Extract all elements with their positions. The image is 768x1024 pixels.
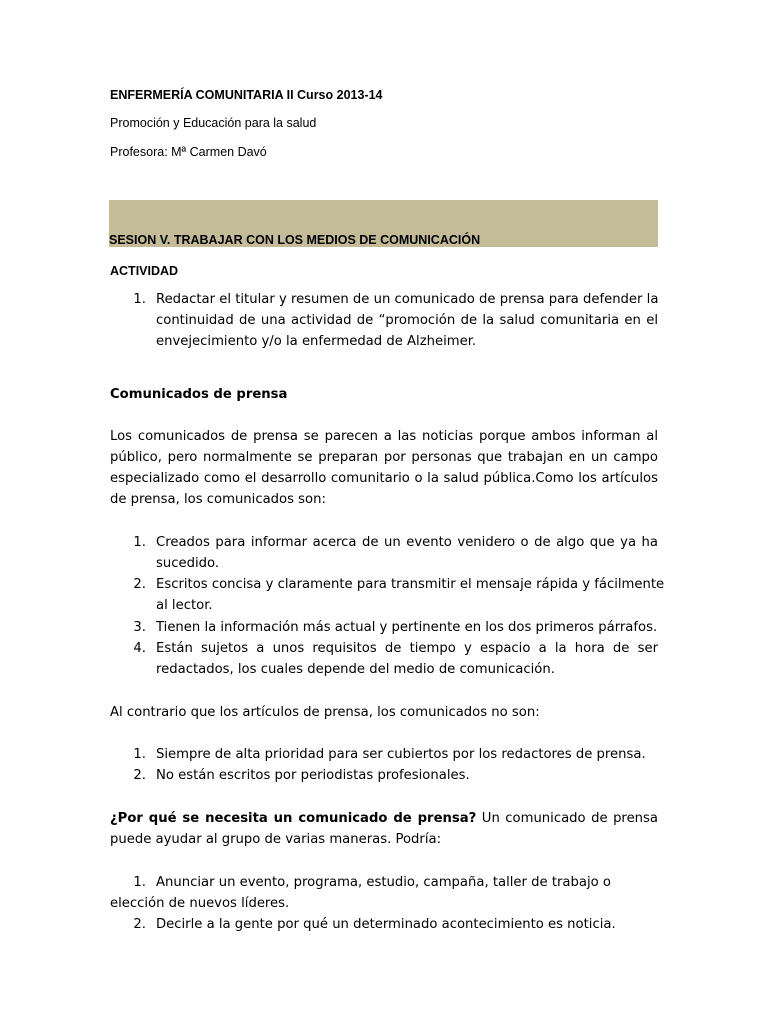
course-title: ENFERMERÍA COMUNITARIA II Curso 2013-14 [110,88,383,102]
list-item-line: al lector. [156,598,213,613]
paragraph-line [110,808,658,829]
list-item-line: elección de nuevos líderes. [110,896,290,911]
list-item-line: Están sujetos a unos requisitos de tiempo y espacio a la hora de ser [156,641,658,656]
list-item-line: Decirle a la gente por qué un determinado acontecimiento es noticia. [156,917,616,932]
paragraph-line: de prensa, los comunicados son: [110,492,326,507]
list-item-line: sucedido. [156,556,220,571]
list-number: 4. [133,641,146,656]
list-number: 2. [133,917,146,932]
why-line-rest: Un comunicado de prensa [476,811,658,826]
list-item-line: Redactar el titular y resumen de un comunicado de prensa para defender la [156,292,659,307]
why-question: ¿Por qué se necesita un comunicado de prensa? [110,811,477,826]
list-item-line: Escritos concisa y claramente para transmitir el mensaje rápida y fácilmente [156,577,665,592]
list-number: 1. [133,875,146,890]
activity-heading: ACTIVIDAD [110,264,179,278]
paragraph-line: Los comunicados de prensa se parecen a las noticias porque ambos informan al [110,429,658,444]
list-item-line: envejecimiento y/o la enfermedad de Alzheimer. [156,334,477,349]
contrast-paragraph: Al contrario que los artículos de prensa, los comunicados no son: [110,705,540,720]
subject-line: Promoción y Educación para la salud [110,116,317,130]
paragraph-line: puede ayudar al grupo de varias maneras. Podría: [110,832,442,847]
list-number: 3. [133,620,146,635]
list-item-line: Creados para informar acerca de un evento venidero o de algo que ya ha [156,535,658,550]
professor-line: Profesora: Mª Carmen Davó [110,145,267,159]
list-number: 2. [133,577,146,592]
list-number: 1. [133,747,146,762]
section-heading: Comunicados de prensa [110,387,288,402]
list-number: 1. [133,535,146,550]
list-number: 2. [133,768,146,783]
list-number: 1. [133,292,146,307]
list-item-line: Anunciar un evento, programa, estudio, campaña, taller de trabajo o [156,875,611,890]
session-title: SESION V. TRABAJAR CON LOS MEDIOS DE COMUNICACIÓN [109,233,481,247]
paragraph-line: público, pero normalmente se preparan por personas que trabajan en un campo [110,450,658,465]
list-item-line: Tienen la información más actual y pertinente en los dos primeros párrafos. [156,620,658,635]
list-item-line: No están escritos por periodistas profesionales. [156,768,470,783]
list-item-line: redactados, los cuales depende del medio de comunicación. [156,662,555,677]
list-item-line: Siempre de alta prioridad para ser cubiertos por los redactores de prensa. [156,747,646,762]
paragraph-line: especializado como el desarrollo comunitario o la salud pública.Como los artículos [110,471,658,486]
list-item-line: continuidad de una actividad de “promoción de la salud comunitaria en el [156,313,658,328]
